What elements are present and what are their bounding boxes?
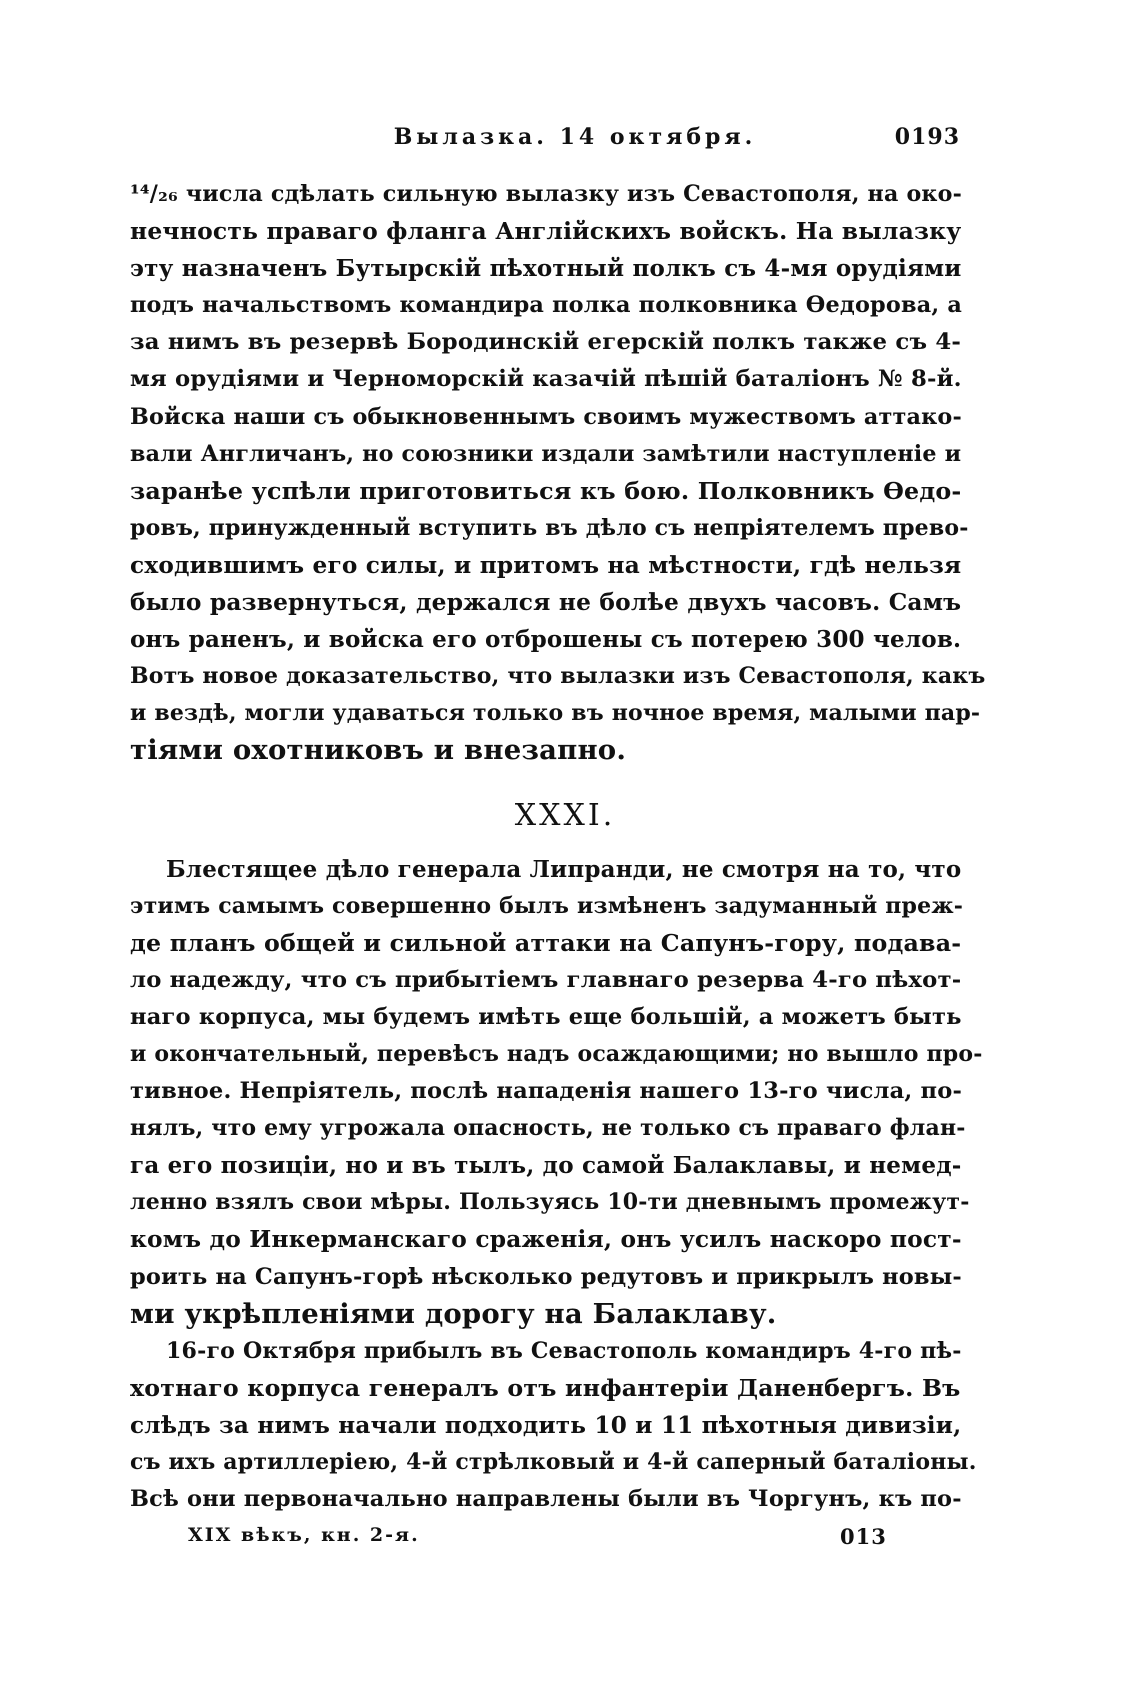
text-line: сходившимъ его силы, и притомъ на мѣстности, гдѣ нельзя bbox=[130, 551, 962, 579]
text-line: ¹⁴/₂₆ числа сдѣлать сильную вылазку изъ Севастополя, на око- bbox=[130, 181, 962, 207]
section-1-text bbox=[130, 176, 986, 770]
text-line: ло надежду, что съ прибытіемъ главнаго резерва 4-го пѣхот- bbox=[130, 966, 962, 993]
page-footer bbox=[130, 1522, 960, 1562]
text-line: тивное. Непріятель, послѣ нападенія нашего 13-го числа, по- bbox=[130, 1078, 963, 1105]
text-line: роить на Сапунъ-горѣ нѣсколько редутовъ и прикрылъ новы- bbox=[130, 1263, 962, 1290]
printer-signature: XIX вѣкъ, кн. 2-я. bbox=[188, 1524, 420, 1547]
text-line: съ ихъ артиллеріею, 4-й стрѣлковый и 4-й саперный баталіоны. bbox=[130, 1449, 977, 1475]
text-line: и окончательный, перевѣсъ надъ осаждающими; но вышло про- bbox=[130, 1040, 983, 1067]
text-line: эту назначенъ Бутырскій пѣхотный полкъ съ 4-мя орудіями bbox=[130, 255, 962, 283]
text-line: ровъ, принужденный вступить въ дѣло съ непріятелемъ прево- bbox=[130, 514, 969, 541]
text-line: мя орудіями и Черноморскій казачій пѣшій баталіонъ № 8-й. bbox=[130, 366, 962, 393]
text-line: ленно взялъ свои мѣры. Пользуясь 10-ти дневнымъ промежут- bbox=[130, 1189, 970, 1216]
text-line: де планъ общей и сильной аттаки на Сапунъ-гору, подава- bbox=[130, 928, 962, 957]
chapter-heading: XXXI. bbox=[514, 797, 616, 833]
text-line: комъ до Инкерманскаго сраженія, онъ усилъ наскоро пост- bbox=[130, 1226, 962, 1254]
text-line: Блестящее дѣло генерала Липранди, не смотря на то, что bbox=[166, 855, 962, 883]
text-line: тіями охотниковъ и внезапно. bbox=[130, 734, 627, 767]
text-line: га его позиціи, но и въ тылъ, до самой Балаклавы, и немед- bbox=[130, 1152, 962, 1180]
text-line: Всѣ они первоначально направлены были въ Чоргунъ, къ по- bbox=[130, 1486, 962, 1513]
text-line: было развернуться, держался не болѣе двухъ часовъ. Самъ bbox=[130, 589, 962, 617]
book-page bbox=[130, 118, 986, 1562]
text-line: 16-го Октября прибылъ въ Севастополь командиръ 4-го пѣ- bbox=[166, 1337, 962, 1364]
text-line: ми укрѣпленіями дорогу на Балаклаву. bbox=[130, 1297, 777, 1330]
text-line: онъ раненъ, и войска его отброшены съ потерею 300 челов. bbox=[130, 626, 962, 654]
text-line: Вотъ новое доказательство, что вылазки изъ Севастополя, какъ bbox=[130, 663, 986, 690]
section-2-paragraph-1 bbox=[130, 851, 983, 1333]
text-line: нялъ, что ему угрожала опасность, не только съ праваго флан- bbox=[130, 1115, 966, 1142]
section-2-paragraph-2 bbox=[130, 1333, 977, 1518]
text-line: заранѣе успѣли приготовиться къ бою. Полковникъ Ѳедо- bbox=[130, 476, 962, 505]
text-line: этимъ самымъ совершенно былъ измѣненъ задуманный преж- bbox=[130, 892, 964, 919]
text-line: Войска наши съ обыкновеннымъ своимъ мужествомъ аттако- bbox=[130, 403, 962, 430]
text-line: за нимъ въ резервѣ Бородинскій егерскій полкъ также съ 4- bbox=[130, 329, 962, 356]
text-line: слѣдъ за нимъ начали подходить 10 и 11 пѣхотныя дивизіи, bbox=[130, 1411, 962, 1439]
text-line: нечность праваго фланга Англійскихъ войскъ. На вылазку bbox=[130, 217, 962, 246]
running-head bbox=[130, 118, 960, 162]
text-line: вали Англичанъ, но союзники издали замѣтили наступленіе и bbox=[130, 440, 962, 467]
sheet-number: 013 bbox=[840, 1524, 887, 1550]
page-number: 0193 bbox=[894, 124, 960, 150]
text-line: наго корпуса, мы будемъ имѣть еще большій, а можетъ быть bbox=[130, 1003, 962, 1030]
text-line: и вездѣ, могли удаваться только въ ночное время, малыми пар- bbox=[130, 700, 981, 727]
text-line: подъ начальствомъ командира полка полковника Ѳедорова, а bbox=[130, 292, 963, 319]
running-title: Вылазка. 14 октября. bbox=[393, 124, 757, 150]
text-line: хотнаго корпуса генералъ отъ инфантеріи Даненбергъ. Въ bbox=[130, 1373, 961, 1402]
